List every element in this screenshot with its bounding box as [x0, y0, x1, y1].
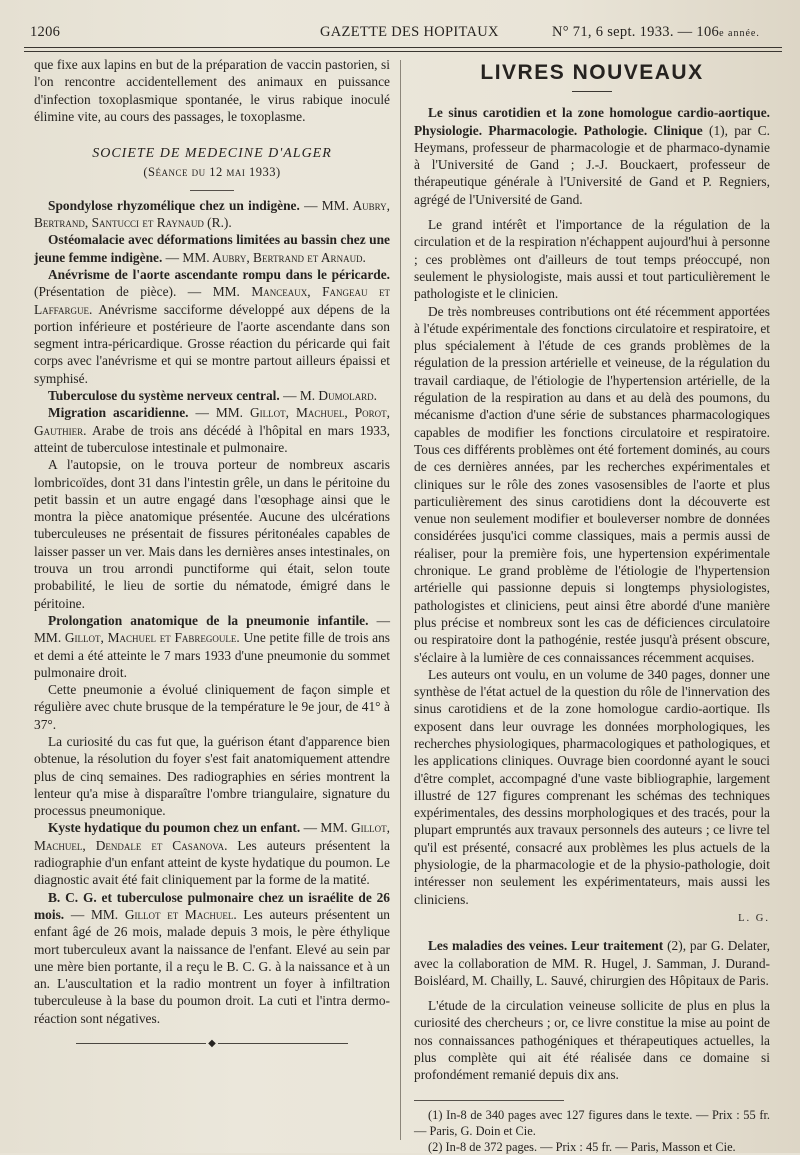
- left-column: [34, 56, 390, 1052]
- item-paragraph: A l'autopsie, on le trouva porteur de nombreux ascaris lombricoïdes, dont 31 dans l'intestin grêle, un dans le péritoine du petit bassin et un autre engagé dans l'œsophage ainsi que le montra la pièce anatomique présentée. Aucune des ulcérations tuberculeuses ne présentait de fissures péritonéales capables de laisser passer un ver. Mais dans les dernières anses intestinales, on trouva un trou arrondi punctiforme qui était, selon toute probabilité, le lieu de sortie du nématode, émigré dans le péritoine.: [34, 457, 390, 611]
- column-divider: [400, 60, 401, 1140]
- item-authors: MM. Aubry, Bertrand et Arnaud.: [182, 249, 366, 265]
- book-paragraph: Le grand intérêt et l'importance de la régulation de la circulation et de la respiration n'échappent aujourd'hui à personne ; ces problèmes ont d'ailleurs de tout temps préoccupé, non seulement le physiologiste, mais aussi et tout particulièrement le pathologiste et le clinicien.: [414, 217, 770, 302]
- item-anevrisme: Anévrisme de l'aorte ascendante rompu dans le péricarde. (Présentation de pièce). — MM. Manceaux, Fangeau et Laffargue. Anévrisme sacciforme développé aux dépens de la portion inférieure et postérieure de l'aorte ascendante dans son segment intra-péricardique. Grosse réaction du péricarde qui fait corps avec l'anévrisme et qui se montre partout ailleurs épaissi et symphisé.: [34, 266, 391, 386]
- item-title: Spondylose rhyzomélique chez un indigène.: [48, 197, 300, 213]
- footnote: (2) In-8 de 372 pages. — Prix : 45 fr. — Paris, Masson et Cie.: [428, 1139, 736, 1154]
- intro-paragraph: que fixe aux lapins en but de la préparation de vaccin pastorien, si l'on rencontre accidentellement des animaux en puissance d'infection toxoplasmique spontanée, le virus rabique inoculé élimine vite, au cours des passages, le toxoplasme.: [34, 57, 390, 124]
- page-number: 1206: [30, 24, 61, 40]
- book-title: Le sinus carotidien et la zone homologue cardio-aortique. Physiologie. Pharmacologie. Pathologie. Clinique: [414, 105, 770, 138]
- book-paragraph: L'étude de la circulation veineuse sollicite de plus en plus la curiosité des chercheurs ; or, ce livre constitue la mise au point de nos connaissances pathogéniques et thérapeutiques actuelles, la plus complète qui ait été réalisée dans ce domaine si profondément remanié depuis dix ans.: [414, 998, 770, 1083]
- footnote: (1) In-8 de 340 pages avec 127 figures dans le texte. — Prix : 55 fr. — Paris, G. Doin et Cie.: [414, 1107, 770, 1138]
- footnote-rule: [414, 1100, 564, 1101]
- item-title: Prolongation anatomique de la pneumonie infantile.: [48, 612, 369, 628]
- footnote-ref: (2): [667, 938, 683, 954]
- item-text: Une petite fille de trois ans et demi a été atteinte le 7 mars 1933 d'une pneumonie du sommet pulmonaire droit.: [34, 630, 391, 680]
- item-authors: MM. Gillot et Machuel.: [90, 906, 237, 922]
- item-text: Les auteurs présentent la radiographie d'un enfant atteint de kyste hydatique du poumon. Le diagnostic avait été fait cliniquement par la forme de la matité.: [34, 837, 390, 888]
- item-authors: MM. Gillot, Machuel, Porot, Gauthier.: [34, 405, 390, 438]
- issue-info: [552, 24, 760, 41]
- header-rule-thin: [24, 51, 782, 52]
- item-text: Anévrisme sacciforme développé aux dépens de la portion inférieure et postérieure de l'aorte ascendante dans son segment intra-péricardique. Grosse réaction du péricarde qui fait corps avec l'anévrisme et qui se montre partout ailleurs épaissi et symphisé.: [34, 301, 391, 386]
- item-authors: M. Dumolard.: [299, 388, 377, 404]
- item-text: Les auteurs présentent un enfant âgé de 26 mois, malade depuis 3 mois, le père éthylique mort tuberculeux avant la naissance de l'enfant. Elevé au sein par une mère bien portante, il a reçu le B. C. G. à la naissance et à un an. L'auscultation et la radio montrent un foyer à infiltration tuberculeuse à la base du poumon droit. La cuti et l'intra dermo-réaction sont négatives.: [34, 906, 390, 1026]
- book-entry-2: [414, 937, 770, 989]
- item-title: Anévrisme de l'aorte ascendante rompu dans le péricarde.: [48, 266, 390, 282]
- item-paragraph: Cette pneumonie a évolué cliniquement de façon simple et régulière avec chute brusque de la température le 9e jour, de 41° à 37°.: [34, 682, 390, 732]
- item-title: Tuberculose du système nerveux central.: [48, 388, 280, 404]
- item-authors: MM. Manceaux, Fangeau et Laffargue.: [34, 284, 390, 317]
- header-rule: [24, 47, 782, 48]
- item-text: Arabe de trois ans décédé à l'hôpital en mars 1933, atteint de tuberculose intestinale et pulmonaire.: [34, 422, 390, 455]
- item-kyste: Kyste hydatique du poumon chez un enfant. — MM. Gillot, Machuel, Dendale et Casanova. Les auteurs présentent la radiographie d'un enfant atteint de kyste hydatique du poumon. Le diagnostic avait été fait cliniquement par la forme de la matité.: [34, 820, 390, 888]
- section-heading: LIVRES NOUVEAUX: [480, 61, 704, 84]
- item-pneumonie: Prolongation anatomique de la pneumonie infantile. — MM. Gillot, Machuel et Fabregoule. Une petite fille de trois ans et demi a été atteinte le 7 mars 1933 d'une pneumonie du sommet pulmonaire droit.: [34, 612, 391, 680]
- book-paragraph: De très nombreuses contributions ont été récemment apportées à l'étude expérimentale des fonctions circulatoire et respiratoire, et plus spécialement à l'étude de ces grands problèmes de la régulation de la pression artérielle et veineuse, de la régulation du travail cardiaque, de l'étiologie de l'hypertension artérielle, de la régulation de la respiration au dans et au delà des poumons, du mécanisme d'action d'une série de substances pharmacologiques capables de modifier les fonctions circulatoire et respiratoire. Tous ces différents problèmes ont été fortement dominés, au cours de ces dernières années, par les recherches expérimentales et cliniques sur le rôle des zones vasosensibles de l'aorte et plus particulièrement des sinus carotidiens dont la découverte est venue non seulement modifier et bouleverser nombre de données considérées jusqu'ici comme classiques, mais a permis aussi de réaliser, pour la première fois, une hypertension expérimentale chronique. Le grand problème de l'étiologie de l'hypertension artérielle qui passionne depuis si longtemps physiologistes, pathologistes et cliniciens, peut ainsi être abordé d'une manière plus précise et nombreux sont les cas de déficiences circulatoire ou respiratoire dont la pathogénie, restée jusqu'à présent obscure, s'éclaire à la lumière de ces connaissances récemment acquises.: [414, 303, 770, 665]
- page-header: [24, 18, 782, 44]
- book-entry-1: [414, 104, 770, 208]
- item-migration: Migration ascaridienne. — MM. Gillot, Machuel, Porot, Gauthier. Arabe de trois ans décédé à l'hôpital en mars 1933, atteint de tuberculose intestinale et pulmonaire.: [34, 405, 390, 455]
- item-bcg: B. C. G. et tuberculose pulmonaire chez un israélite de 26 mois. — MM. Gillot et Machuel. Les auteurs présentent un enfant âgé de 26 mois, malade depuis 3 mois, le père éthylique mort tuberculeux avant la naissance de l'enfant. Elevé au sein par une mère bien portante, il a reçu le B. C. G. à la naissance et à un an. L'auscultation et la radio montrent un foyer à infiltration tuberculeuse à la base du poumon droit. La cuti et l'intra dermo-réaction sont négatives.: [34, 889, 390, 1026]
- book-credits: , par C. Heymans, professeur de pharmacologie et de pharmaco-dynamie à l'Université de Gand ; J.-J. Bouckaert, professeur de thérapeutique générale à l'Université de Gand et P. Regniers, agrégé de l'Université de Gand.: [414, 122, 770, 207]
- review-signature: L. G.: [738, 912, 770, 924]
- session-date: (Séance du 12 mai 1933): [143, 165, 281, 180]
- item-paragraph: La curiosité du cas fut que, la guérison étant d'apparence bien obtenue, la résolution du foyer s'est fait anatomiquement attendre plus de cinq semaines. Des radiographies en séries montrent la lenteur qu'a mise à disparaître l'ombre triangulaire, signature du processus pneumonique.: [34, 733, 390, 819]
- heading-rule: [572, 91, 612, 92]
- item-spondylose: Spondylose rhyzomélique chez un indigène. — MM. Aubry, Bertrand, Santucci et Raynaud (R.).: [34, 197, 390, 231]
- end-ornament: ◆: [34, 1035, 390, 1052]
- issue-text: N° 71, 6 sept. 1933. — 106: [552, 24, 720, 40]
- section-rule: [190, 190, 234, 191]
- item-authors: MM. Gillot, Machuel et Fabregoule.: [34, 630, 240, 646]
- journal-title: GAZETTE DES HOPITAUX: [320, 24, 499, 40]
- item-title: Ostéomalacie avec déformations limitées au bassin chez une jeune femme indigène.: [34, 232, 390, 265]
- item-title: Kyste hydatique du poumon chez un enfant.: [48, 820, 301, 836]
- issue-suffix: e année.: [719, 28, 760, 39]
- item-title: Migration ascaridienne.: [48, 405, 189, 421]
- item-authors: MM. Gillot, Machuel, Dendale et Casanova.: [34, 820, 390, 853]
- society-title: SOCIETE DE MEDECINE D'ALGER: [92, 146, 332, 162]
- footnote-ref: (1): [708, 122, 725, 138]
- right-column: [414, 56, 770, 1155]
- book-title: Les maladies des veines. Leur traitement: [428, 938, 664, 954]
- item-title: B. C. G. et tuberculose pulmonaire chez un israélite de 26 mois.: [34, 889, 390, 922]
- book-paragraph: Les auteurs ont voulu, en un volume de 340 pages, donner une synthèse de l'état actuel de la question du rôle de l'innervation des sinus carotidiens et de la zone homologue cardio-aortique. Ils exposent dans leur ouvrage les données morphologiques, les recherches physiologiques, pharmacologiques et pathologiques, et les applications cliniques. Ouvrage bien coordonné ayant le souci d'être complet, accompagné d'une vaste bibliographie, largement illustré de 127 figures comprenant les schémas des techniques expérimentales, des dessins morphologiques et des tracés, pour la plupart empruntés aux travaux personnels des auteurs ; ce livre tel qu'il est présenté, consacré aux problèmes les plus actuels de la physiologie, de la pharmacologie et de la physio-pathologie, doit intéresser non seulement les expérimentateurs, mais aussi les cliniciens.: [414, 666, 770, 907]
- book-credits: , par G. Delater, avec la collaboration de MM. R. Hugel, J. Samman, J. Durand-Boisléard, M. Chailly, L. Sauvé, chirurgien des Hôpitaux de Paris.: [414, 938, 770, 988]
- item-lead: (Présentation de pièce).: [34, 284, 177, 300]
- item-authors: MM. Aubry, Bertrand, Santucci et Raynaud (R.).: [34, 197, 390, 231]
- item-tuberculose: Tuberculose du système nerveux central. — M. Dumolard.: [48, 388, 377, 404]
- item-osteomalacie: Ostéomalacie avec déformations limitées au bassin chez une jeune femme indigène. — MM. Aubry, Bertrand et Arnaud.: [34, 232, 390, 265]
